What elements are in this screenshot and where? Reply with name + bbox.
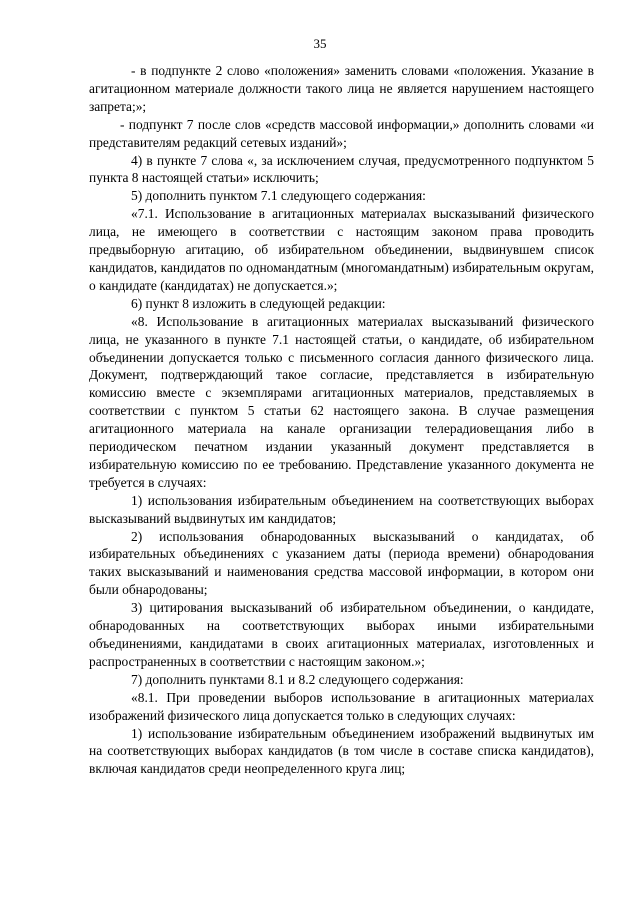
paragraph: 2) использования обнародованных высказываний о кандидатах, об избирательных объединениях с указанием даты (периода времени) обнародования таких высказываний и наименования средства массовой информации, в котором они были обнародованы; <box>89 528 594 598</box>
document-body <box>89 62 594 778</box>
page-number: 35 <box>313 36 327 51</box>
paragraph: 7) дополнить пунктами 8.1 и 8.2 следующего содержания: <box>131 671 464 687</box>
paragraph: «7.1. Использование в агитационных материалах высказываний физического лица, не имеющего в соответствии с настоящим законом права проводить предвыборную агитацию, об избирательном объединении, выдвинувшем список кандидатов, кандидатов по одномандатным (многомандатным) избирательным округам, о кандидате (кандидатах) не допускается.»; <box>89 206 594 293</box>
paragraph: 1) использования избирательным объединением на соответствующих выборах высказываний выдвинутых им кандидатов; <box>89 492 594 526</box>
paragraph: 1) использование избирательным объединением изображений выдвинутых им на соответствующих выборах кандидатов (в том числе в составе списка кандидатов), включая кандидатов среди неопределенного круга лиц; <box>89 725 594 777</box>
paragraph: «8. Использование в агитационных материалах высказываний физического лица, не указанного в пункте 7.1 настоящей статьи, о кандидате, об избирательном объединении допускается только с письменного согласия данного физического лица. Документ, подтверждающий такое согласие, представляется в избирательную комиссию вместе с экземплярами агитационных материалов, представляемых в соответствии с пунктом 5 статьи 62 настоящего закона. В случае размещения агитационного материала на канале организации телерадиовещания либо в периодическом печатном издании указанный документ представляется в избирательную комиссию по ее требованию. Представление указанного документа не требуется в случаях: <box>89 313 594 490</box>
paragraph: 5) дополнить пунктом 7.1 следующего содержания: <box>131 188 426 204</box>
paragraph: - в подпункте 2 слово «положения» заменить словами «положения. Указание в агитационном материале должности такого лица не является нарушением настоящего запрета;»; <box>89 63 594 114</box>
paragraph: - подпункт 7 после слов «средств массовой информации,» дополнить словами «и представителям редакций сетевых изданий»; <box>89 116 594 150</box>
paragraph: 3) цитирования высказываний об избирательном объединении, о кандидате, обнародованных на соответствующих выборах иными избирательными объединениями, кандидатами в своих агитационных материалах, изготовленных и распространенных в соответствии с настоящим законом.»; <box>89 600 594 669</box>
paragraph: «8.1. При проведении выборов использование в агитационных материалах изображений физического лица допускается только в следующих случаях: <box>89 689 594 723</box>
paragraph: 6) пункт 8 изложить в следующей редакции: <box>131 295 386 311</box>
paragraph: 4) в пункте 7 слова «, за исключением случая, предусмотренного подпунктом 5 пункта 8 настоящей статьи» исключить; <box>89 152 594 186</box>
